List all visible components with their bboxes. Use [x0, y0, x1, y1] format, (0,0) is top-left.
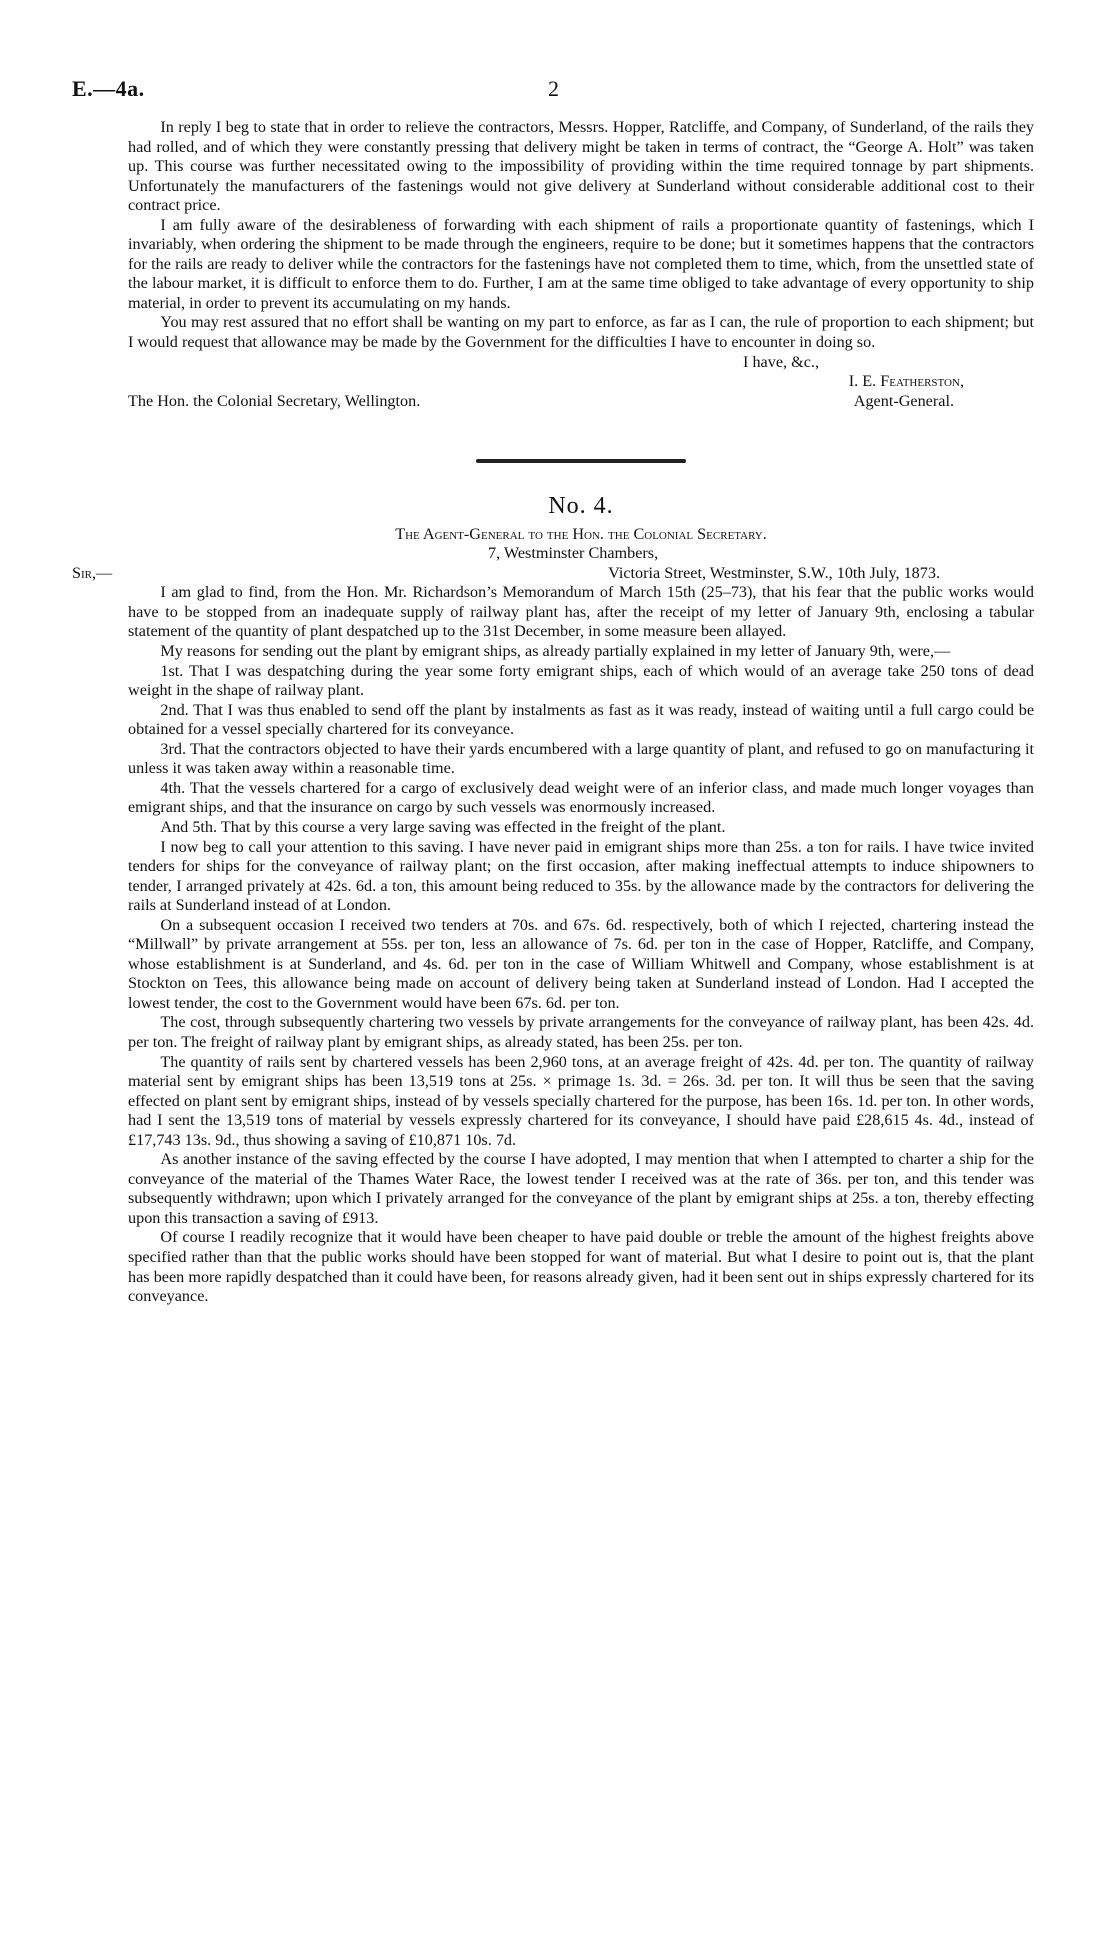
- address-line-1: 7, Westminster Chambers,: [488, 544, 659, 563]
- document-reference: E.—4a.: [72, 76, 145, 101]
- paragraph: 2nd. That I was thus enabled to send off the plant by instalments as fast as it was ready, instead of waiting until a full cargo could be obtained for a vessel specially chartered for its conveyance.: [128, 700, 1034, 739]
- page-number: 2: [548, 76, 559, 101]
- addressee-row: [128, 392, 1034, 412]
- paragraph: The quantity of rails sent by chartered vessels has been 2,960 tons, at an average freight of 42s. 4d. per ton. The quantity of railway material sent by emigrant ships has been 13,519 tons at 25s. × primage 1s. 3d. = 26s. 3d. per ton. It will thus be seen that the saving effected on plant sent by emigrant ships, instead of by vessels specially chartered for the purpose, has been 16s. 1d. per ton. In other words, had I sent the 13,519 tons of material by vessels expressly chartered for its conveyance, I should have paid £28,615 4s. 4d., instead of £17,743 13s. 9d., thus showing a saving of £10,871 10s. 7d.: [128, 1052, 1034, 1149]
- addressee: The Hon. the Colonial Secretary, Wellington.: [128, 391, 421, 410]
- paragraph: I am fully aware of the desirableness of forwarding with each shipment of rails a proportionate quantity of fastenings, which I invariably, when ordering the shipment to be made through the engineers, require to be done; but it sometimes happens that the contractors for the rails are ready to deliver while the contractors for the fastenings have not completed them to time, which, from the unsettled state of the labour market, it is difficult to enforce them to do. Further, I am at the same time obliged to take advantage of every opportunity to ship material, in order to prevent its accumulating on my hands.: [128, 215, 1034, 312]
- letter-from-to: The Agent-General to the Hon. the Colonial Secretary.: [395, 524, 767, 543]
- paragraph: 3rd. That the contractors objected to have their yards encumbered with a large quantity of plant, and refused to go on manufacturing it unless it was taken away within a reasonable time.: [128, 739, 1034, 778]
- paragraph: You may rest assured that no effort shall be wanting on my part to enforce, as far as I can, the rule of proportion to each shipment; but I would request that allowance may be made by the Government for the difficulties I have to encounter in doing so.: [128, 313, 1034, 352]
- salutation-row: [72, 564, 1034, 584]
- paragraph: 1st. That I was despatching during the year some forty emigrant ships, each of which would of an average take 250 tons of dead weight in the shape of railway plant.: [128, 661, 1034, 700]
- paragraph: And 5th. That by this course a very large saving was effected in the freight of the plant.: [160, 817, 726, 836]
- paragraph: In reply I beg to state that in order to relieve the contractors, Messrs. Hopper, Ratcliffe, and Company, of Sunderland, of the rails they had rolled, and of which they were constantly pressing that delivery might be taken in terms of contract, the “George A. Holt” was taken up. This course was further necessitated owing to the impossibility of providing within the time required tonnage by part shipments. Unfortunately the manufacturers of the fastenings would not give delivery at Sunderland without considerable additional cost to their contract price.: [128, 118, 1034, 215]
- paragraph: The cost, through subsequently chartering two vessels by private arrangements for the conveyance of railway plant, has been 42s. 4d. per ton. The freight of railway plant by emigrant ships, as already stated, has been 25s. per ton.: [128, 1013, 1034, 1051]
- paragraph: As another instance of the saving effected by the course I have adopted, I may mention that when I attempted to charter a ship for the conveyance of the material of the Thames Water Race, the lowest tender I received was at the rate of 36s. per ton, and this tender was subsequently withdrawn; upon which I privately arranged for the conveyance of the plant by emigrant ships at 25s. a ton, thereby effecting upon this transaction a saving of £913.: [128, 1150, 1034, 1227]
- paragraph: 4th. That the vessels chartered for a cargo of exclusively dead weight were of an inferior class, and made much longer voyages than emigrant ships, and that the insurance on cargo by such vessels was enormously increased.: [128, 778, 1034, 817]
- salutation: Sir,—: [72, 563, 113, 582]
- paragraph: My reasons for sending out the plant by emigrant ships, as already partially explained in my letter of January 9th, were,—: [160, 642, 951, 661]
- paragraph: On a subsequent occasion I received two tenders at 70s. and 67s. 6d. respectively, both of which I rejected, chartering instead the “Millwall” by private arrangement at 55s. per ton, less an allowance of 7s. 6d. per ton in the case of Hopper, Ratcliffe, and Company, whose establishment is at Sunderland, and 4s. 6d. per ton in the case of William Whitwell and Company, whose establishment is at Stockton on Tees, this allowance being made on account of delivery being taken at Sunderland instead of London. Had I accepted the lowest tender, the cost to the Government would have been 67s. 6d. per ton.: [128, 915, 1034, 1012]
- paragraph: Of course I readily recognize that it would have been cheaper to have paid double or treble the amount of the highest freights above specified rather than that the public works should have been stopped for want of material. But what I desire to point out is, that the plant has been more rapidly despatched than it could have been, for reasons already given, had it been sent out in ships expressly chartered for its conveyance.: [128, 1228, 1034, 1306]
- signatory-title: Agent-General.: [853, 391, 954, 410]
- paragraph: I am glad to find, from the Hon. Mr. Richardson’s Memorandum of March 15th (25–73), that his fear that the public works would have to be stopped from an inadequate supply of railway plant has, after the receipt of my letter of January 9th, enclosing a tabular statement of the quantity of plant despatched up to the 31st December, in some measure been allayed.: [128, 583, 1034, 641]
- letter-number: No. 4.: [548, 493, 614, 520]
- signatory: I. E. Featherston,: [848, 372, 964, 391]
- closing: I have, &c.,: [743, 352, 819, 371]
- address-line-2: Victoria Street, Westminster, S.W., 10th July, 1873.: [608, 563, 940, 582]
- paragraph: I now beg to call your attention to this saving. I have never paid in emigrant ships more than 25s. a ton for rails. I have twice invited tenders for ships for the conveyance of railway plant; on the first occasion, after making ineffectual attempts to induce shipowners to tender, I arranged privately at 42s. 6d. a ton, this amount being reduced to 35s. by the allowance made by the contractors for delivering the rails at Sunderland instead of at London.: [128, 837, 1034, 915]
- section-divider: [476, 459, 686, 463]
- document-body: [72, 118, 1034, 1307]
